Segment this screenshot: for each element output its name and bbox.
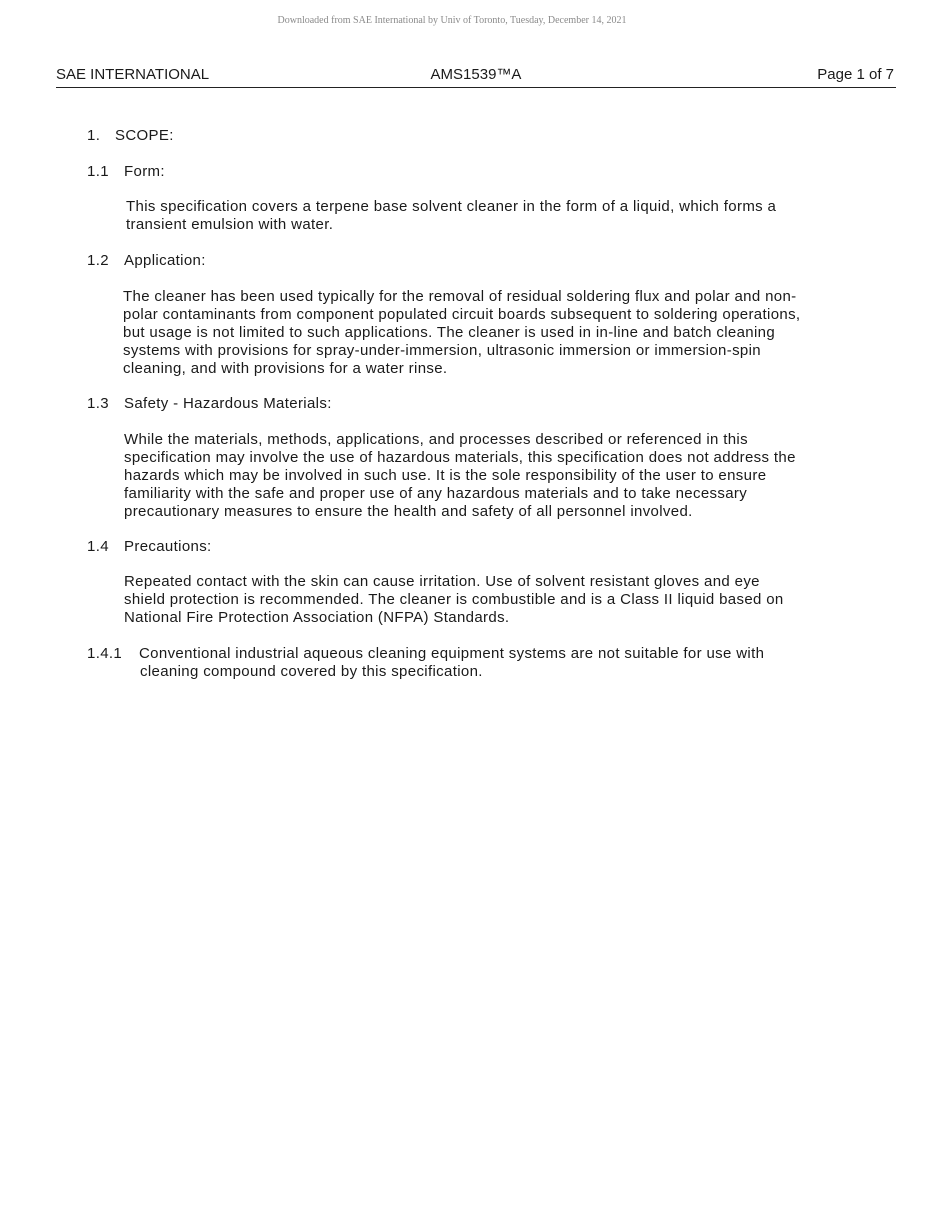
section-form-title: Form: (124, 163, 165, 180)
section-form-text: This specification covers a terpene base solvent cleaner in the form of a liquid, which forms a transient emulsion with water. (126, 198, 777, 233)
header-document-number: AMS1539™A (430, 66, 522, 83)
header-page-number: Page 1 of 7 (817, 66, 894, 83)
section-application-number: 1.2 (87, 252, 109, 269)
section-precautions-text: Repeated contact with the skin can cause irritation. Use of solvent resistant gloves and eye shield protection is recommended. The cleaner is combustible and is a Class II liquid based on National Fire Protection Association (NFPA) Standards. (124, 573, 784, 626)
download-watermark: Downloaded from SAE International by Univ of Toronto, Tuesday, December 14, 2021 (277, 15, 627, 26)
section-application-title: Application: (124, 252, 206, 269)
section-safety-title: Safety - Hazardous Materials: (124, 395, 332, 412)
header-organization: SAE INTERNATIONAL (56, 66, 210, 83)
section-equipment-text-line1: Conventional industrial aqueous cleaning equipment systems are not suitable for use with (139, 645, 765, 662)
section-form-number: 1.1 (87, 163, 109, 180)
section-scope-number: 1. (87, 127, 101, 144)
section-equipment-number: 1.4.1 (87, 645, 123, 662)
section-safety-number: 1.3 (87, 395, 109, 412)
section-application-text: The cleaner has been used typically for the removal of residual soldering flux and polar and non- polar contaminants from component populated circuit boards subsequent to soldering operations, but usage is not limited to such applications. The cleaner is used in in-line and batch cleaning systems with provisions for spray-under-immersion, ultrasonic immersion or immersion-spin cleaning, and with provisions for a water rinse. (123, 288, 801, 377)
section-precautions-number: 1.4 (87, 538, 109, 555)
section-equipment-text-line2: cleaning compound covered by this specification. (140, 663, 483, 680)
section-safety-text: While the materials, methods, applications, and processes described or referenced in this specification may involve the use of hazardous materials, this specification does not address the hazards which may be involved in such use. It is the sole responsibility of the user to ensure familiarity with the safe and proper use of any hazardous materials and to take necessary precautionary measures to ensure the health and safety of all personnel involved. (124, 431, 796, 520)
section-precautions-title: Precautions: (124, 538, 212, 555)
page-header (56, 66, 896, 88)
section-scope-title: SCOPE: (115, 127, 174, 144)
